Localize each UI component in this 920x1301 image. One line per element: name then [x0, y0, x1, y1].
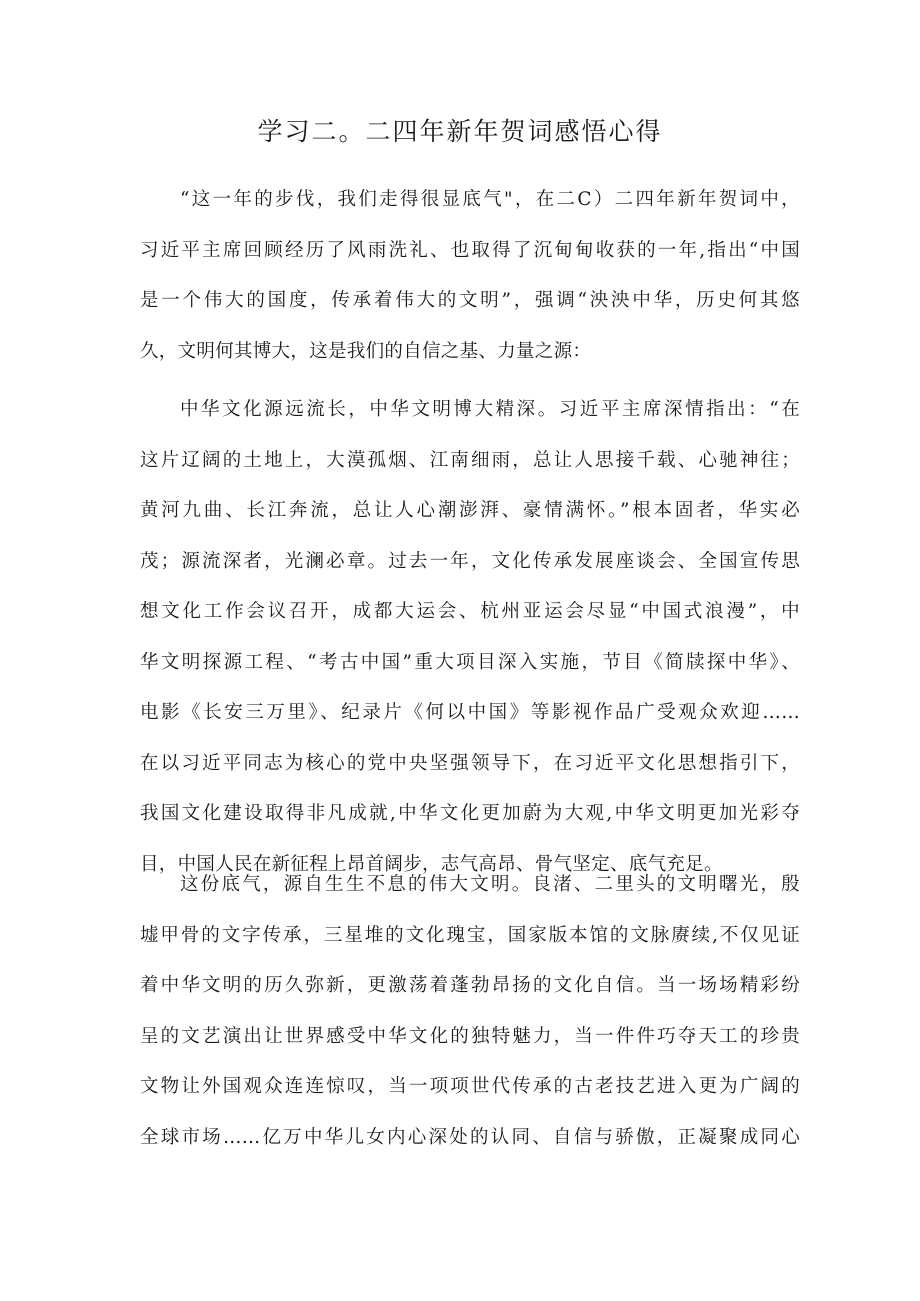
- paragraph-line: 是一个伟大的国度，传承着伟大的文明”，强调“泱泱中华，历史何其悠: [140, 290, 800, 311]
- paragraph-line: 电影《长安三万里》、纪录片《何以中国》等影视作品广受观众欢迎……: [140, 702, 800, 723]
- paragraph-line: 华文明探源工程、“考古中国”重大项目深入实施，节目《简牍探中华》、: [140, 651, 800, 673]
- paragraph-line: 茂；源流深者，光澜必章。过去一年，文化传承发展座谈会、全国宣传思: [140, 550, 800, 572]
- paragraph-line: 黄河九曲、长江奔流，总让人心潮澎湃、豪情满怀。”根本固者，华实必: [140, 500, 800, 521]
- paragraph-line: 这片辽阔的土地上，大漠孤烟、江南细雨，总让人思接千载、心驰神往；: [140, 449, 800, 471]
- paragraph-line: 在以习近平同志为核心的党中央坚强领导下，在习近平文化思想指引下，: [140, 752, 800, 774]
- paragraph-line: 想文化工作会议召开，成都大运会、杭州亚运会尽显“中国式浪漫”，中: [140, 601, 800, 622]
- paragraph-line: 习近平主席回顾经历了风雨洗礼、也取得了沉甸甸收获的一年,指出“中国: [140, 239, 800, 261]
- paragraph-line: 目，中国人民在新征程上昂首阔步，志气高昂、骨气坚定、底气充足。: [140, 853, 723, 875]
- paragraph-line: 文物让外国观众连连惊叹，当一项项世代传承的古老技艺进入更为广阔的: [140, 1076, 800, 1097]
- paragraph-line: 久，文明何其博大，这是我们的自信之基、力量之源：: [140, 340, 592, 362]
- paragraph-line: “这一年的步伐，我们走得很显底气"，在二C）二四年新年贺词中，: [180, 189, 800, 210]
- paragraph-line: 这份底气，源自生生不息的伟大文明。良渚、二里头的文明曙光，殷: [180, 874, 800, 895]
- paragraph-3: [140, 860, 800, 1163]
- paragraph-line: 呈的文艺演出让世界感受中华文化的独特魅力，当一件件巧夺天工的珍贵: [140, 1025, 800, 1047]
- paragraph-line: 我国文化建设取得非凡成就,中华文化更加蔚为大观,中华文明更加光彩夺: [140, 803, 800, 824]
- paragraph-1: [140, 175, 800, 377]
- paragraph-2: [140, 385, 800, 890]
- paragraph-line: 中华文化源远流长，中华文明博大精深。习近平主席深情指出：“在: [180, 399, 800, 420]
- document-title: 学习二。二四年新年贺词感悟心得: [257, 117, 663, 146]
- paragraph-line: 全球市场……亿万中华儿女内心深处的认同、自信与骄傲，正凝聚成同心: [140, 1126, 800, 1148]
- paragraph-line: 墟甲骨的文字传承，三星堆的文化瑰宝，国家版本馆的文脉赓续,不仅见证: [140, 924, 800, 946]
- paragraph-line: 着中华文明的历久弥新，更激荡着蓬勃昂扬的文化自信。当一场场精彩纷: [140, 975, 800, 996]
